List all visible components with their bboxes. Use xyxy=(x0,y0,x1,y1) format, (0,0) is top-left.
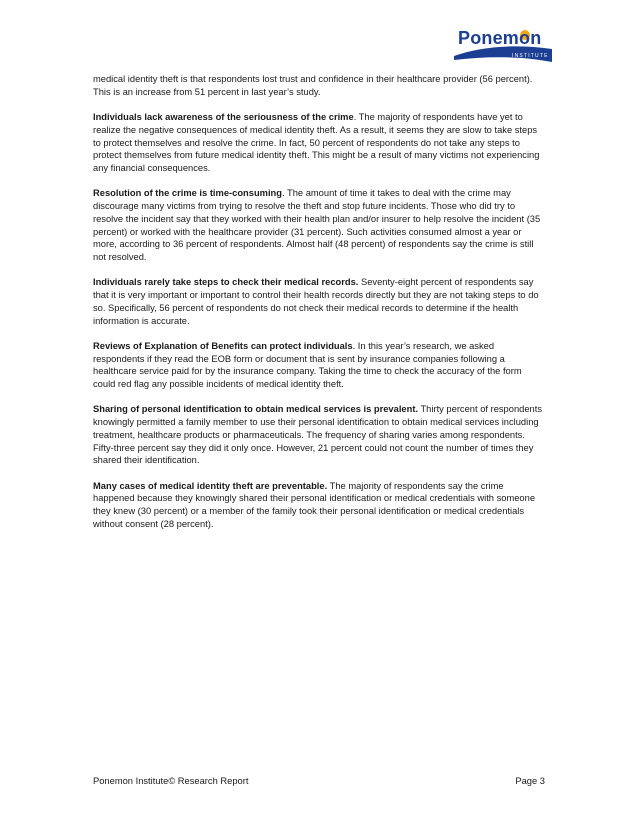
paragraph-body: Thirty percent of respondents knowingly permitted a family member to use their personal identification to obtain medical services including treatment, healthcare products or pharmaceuticals. The frequency of sharing varies among respondents. Fifty-three percent say they did it only once. However, 21 percent could not count the number of times they shared their identification. xyxy=(93,404,543,466)
paragraph-body: . The amount of time it takes to deal with the crime may discourage many victims from trying to resolve the theft and stop future incidents. Those who did try to resolve the incident say that they worked with their health plan and/or insurer to help resolve the incident (35 percent) or worked with the healthcare provider (31 percent). Such activities consumed almost a year or more, according to 36 percent of respondents. Almost half (48 percent) of respondents say the crime is still not resolved. xyxy=(93,188,541,262)
report-body xyxy=(93,73,543,543)
paragraph-heading: Resolution of the crime is time-consuming xyxy=(93,188,282,199)
logo-tagline: INSTITUTE xyxy=(512,53,549,59)
paragraph-heading: Sharing of personal identification to obtain medical services is prevalent. xyxy=(93,404,419,415)
paragraph-body: The majority of respondents say the crime happened because they knowingly shared their personal identification or medical credentials with someone they knew (30 percent) or a member of the family took their personal identification or medical credentials without consent (28 percent). xyxy=(93,480,536,529)
paragraph-eob xyxy=(93,340,543,391)
paragraph-continuation xyxy=(93,73,543,99)
paragraph-heading: Reviews of Explanation of Benefits can protect individuals xyxy=(93,340,353,351)
paragraph-records xyxy=(93,276,543,327)
paragraph-heading: Individuals lack awareness of the seriousness of the crime xyxy=(93,112,354,122)
paragraph-body: medical identity theft is that respondents lost trust and confidence in their healthcare provider (56 percent). This is an increase from 51 percent in last year’s study. xyxy=(93,74,533,97)
paragraph-sharing xyxy=(93,403,543,467)
paragraph-heading: Individuals rarely take steps to check their medical records. xyxy=(93,277,359,288)
paragraph-resolution xyxy=(93,187,543,264)
paragraph-preventable xyxy=(93,480,543,531)
logo-name: Ponemon xyxy=(458,28,542,48)
paragraph-awareness xyxy=(93,111,543,175)
footer-report-title: Ponemon Institute© Research Report xyxy=(93,776,249,786)
paragraph-body: . In this year’s research, we asked respondents if they read the EOB form or document that is sent by insurance companies following a healthcare service paid for by the insurance company. Taking the time to check the accuracy of the form could red flag any possible incidents of medical identity theft. xyxy=(93,340,522,389)
footer-page-number: Page 3 xyxy=(515,776,545,786)
paragraph-body: . The majority of respondents have yet to realize the negative consequences of medical identity theft. As a result, it seems they are slow to take steps to protect themselves and resolve the crime. In fact, 50 percent of respondents do not take any steps to protect themselves from future medical identity theft. This might be a result of many victims not experiencing any financial consequences. xyxy=(93,112,540,173)
paragraph-body: Seventy-eight percent of respondents say that it is very important or important to control their health records directly but they are not taking steps to do so. Specifically, 56 percent of respondents do not check their medical records to determine if the health information is accurate. xyxy=(93,277,539,326)
ponemon-logo xyxy=(452,22,552,66)
paragraph-heading: Many cases of medical identity theft are preventable. xyxy=(93,480,328,491)
